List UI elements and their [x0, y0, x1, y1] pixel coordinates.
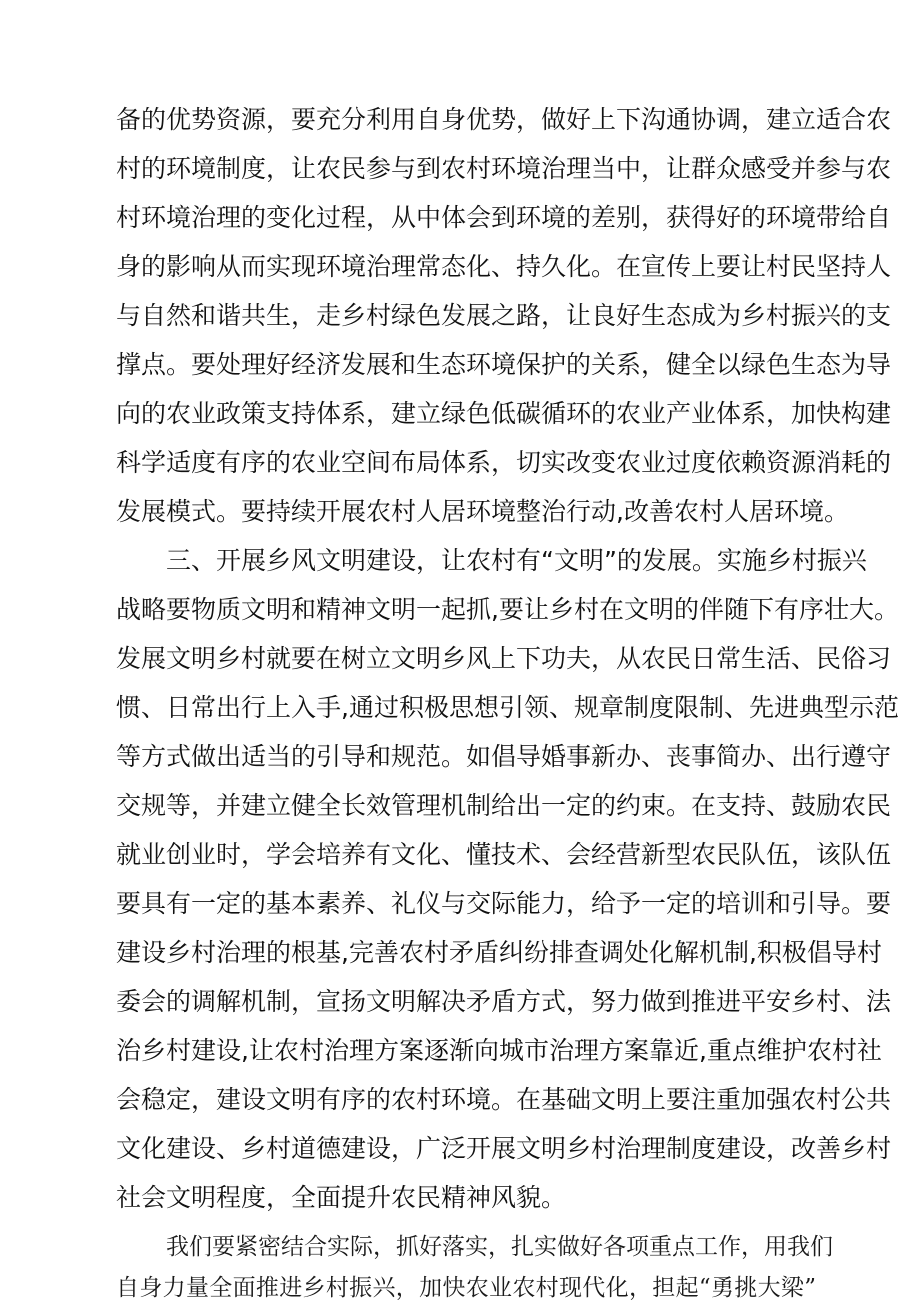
text-line: 委会的调解机制，宣扬文明解决矛盾方式，努力做到推进平安乡村、法 — [116, 987, 892, 1016]
text-line: 村的环境制度，让农民参与到农村环境治理当中，让群众感受并参与农 — [116, 154, 892, 183]
text-line: 撑点。要处理好经济发展和生态环境保护的关系，健全以绿色生态为导 — [116, 350, 892, 379]
text-line: 自身力量全面推进乡村振兴，加快农业农村现代化，担起“勇挑大梁” — [116, 1275, 816, 1301]
text-line: 文化建设、乡村道德建设，广泛开展文明乡村治理制度建设，改善乡村 — [116, 1134, 892, 1163]
text-line: 要具有一定的基本素养、礼仪与交际能力，给予一定的培训和引导。要 — [116, 889, 892, 918]
section-heading-line: 三、开展乡风文明建设，让农村有“文明”的发展。实施乡村振兴 — [166, 546, 867, 575]
text-line: 向的农业政策支持体系，建立绿色低碳循环的农业产业体系，加快构建 — [116, 399, 892, 428]
text-line: 交规等，并建立健全长效管理机制给出一定的约束。在支持、鼓励农民 — [116, 791, 892, 820]
text-line: 备的优势资源，要充分利用自身优势，做好上下沟通协调，建立适合农 — [116, 105, 892, 134]
text-line: 身的影响从而实现环境治理常态化、持久化。在宣传上要让村民坚持人 — [116, 252, 892, 281]
text-line: 建设乡村治理的根基,完善农村矛盾纠纷排查调处化解机制,积极倡导村 — [116, 938, 882, 967]
text-line: 治乡村建设,让农村治理方案逐渐向城市治理方案靠近,重点维护农村社 — [116, 1036, 882, 1065]
text-line: 与自然和谐共生，走乡村绿色发展之路，让良好生态成为乡村振兴的支 — [116, 301, 892, 330]
text-line: 村环境治理的变化过程，从中体会到环境的差别，获得好的环境带给自 — [116, 203, 892, 232]
text-line: 发展文明乡村就要在树立文明乡风上下功夫，从农民日常生活、民俗习 — [116, 644, 892, 673]
text-line: 我们要紧密结合实际，抓好落实，扎实做好各项重点工作，用我们 — [166, 1234, 833, 1260]
text-line: 就业创业时，学会培养有文化、懂技术、会经营新型农民队伍，该队伍 — [116, 840, 892, 869]
text-line: 惯、日常出行上入手,通过积极思想引领、规章制度限制、先进典型示范 — [116, 693, 899, 722]
text-line: 社会文明程度，全面提升农民精神风貌。 — [116, 1183, 567, 1212]
text-line: 等方式做出适当的引导和规范。如倡导婚事新办、丧事简办、出行遵守 — [116, 742, 892, 771]
text-line: 战略要物质文明和精神文明一起抓,要让乡村在文明的伴随下有序壮大。 — [116, 595, 899, 624]
text-line: 会稳定，建设文明有序的农村环境。在基础文明上要注重加强农村公共 — [116, 1085, 892, 1114]
text-line: 科学适度有序的农业空间布局体系，切实改变农业过度依赖资源消耗的 — [116, 448, 892, 477]
text-line: 发展模式。要持续开展农村人居环境整治行动,改善农村人居环境。 — [116, 497, 849, 526]
